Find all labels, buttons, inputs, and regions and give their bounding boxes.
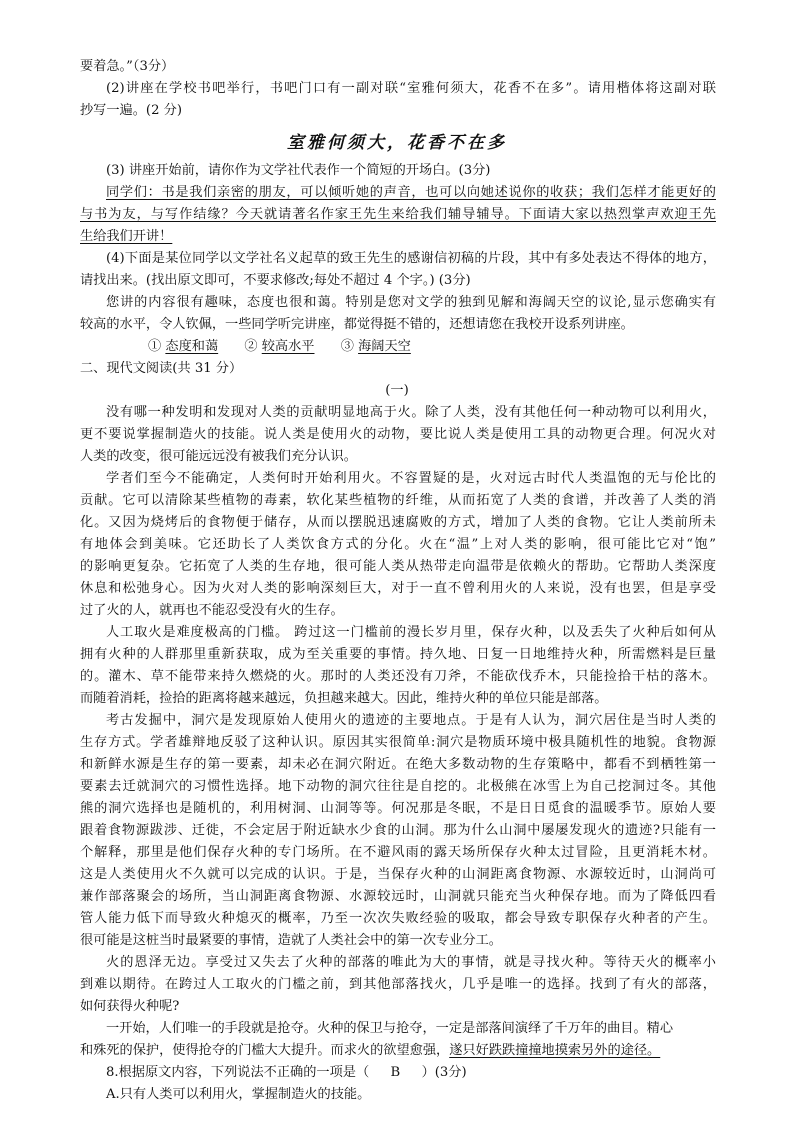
answer-2: ② 较高水平 xyxy=(244,339,315,354)
passage-line: 熊的洞穴选择也是随机的，利用树洞、山洞等等。何况那是冬眠，不是日日觅食的温暖季节。原始人要 xyxy=(80,801,716,816)
passage-line: 这是人类使用火不久就可以完成的认识。于是，当保存火种的山洞距离食物源、水源较近时，山洞尚可 xyxy=(80,867,716,882)
question-8-option-a: A.只有人类可以利用火，掌握制造火的技能。 xyxy=(106,1087,371,1102)
section-heading: 二、现代文阅读(共 31 分） xyxy=(80,361,243,376)
passage-line: 火的恩泽无边。享受过又失去了火种的部落的唯此为大的事情，就是寻找火种。等待天火的概率小 xyxy=(106,955,716,970)
letter-excerpt-line-2: 较高的水平，令人钦佩，一些同学听完讲座，都觉得挺不错的，还想请您在我校开设系列讲座。 xyxy=(80,317,634,332)
answer-1: ① 态度和蔼 xyxy=(148,339,219,354)
question-2-prompt-line-1: (2)讲座在学校书吧举行，书吧门口有一副对联“室雅何须大，花香不在多”。请用楷体将这副对联 xyxy=(106,81,716,96)
passage-line: 和新鲜水源是生存的第一要素，却未必在洞穴附近。在绝大多数动物的生存策略中，都看不到栖牲第一 xyxy=(80,757,716,772)
letter-excerpt-line-1: 您讲的内容很有趣味，态度也很和蔼。特别是您对文学的独到见解和海阔天空的议论,显示您确实有 xyxy=(106,295,716,310)
passage-line: 要素去迁就洞穴的习惯性选择。地下动物的洞穴往往是自挖的。北极熊在冰雪上为自己挖洞过冬。其他 xyxy=(80,779,716,794)
passage-part-label: (一) xyxy=(385,383,409,398)
question-4-answers xyxy=(148,336,784,358)
passage-line: 考古发掘中，洞穴是发现原始人使用火的遗迹的主要地点。于是有人认为，洞穴居住是当时人类的 xyxy=(106,713,716,728)
passage-line: 和殊死的保护，使得抢夺的门槛大大提升。而求火的欲望愈强，遂只好跌跌撞撞地摸索另外的途径。 xyxy=(80,1043,661,1058)
passage-line: 化。又因为烧烤后的食物便于储存，从而以摆脱迅速腐败的方式，增加了人类的食物。它让人类前所未 xyxy=(80,515,716,530)
passage-line: 拥有火种的人群那里重新获取，成为至关重要的事情。持久地、日复一日地维持火种，所需燃料是巨量 xyxy=(80,647,716,662)
question-3-answer-line-2: 与书为友，与写作结缘？今天就请著名作家王先生来给我们辅导辅导。下面请大家以热烈掌声欢迎王先 xyxy=(80,207,716,222)
answer-3: ③ 海阔天空 xyxy=(340,339,411,354)
previous-question-tail: 要着急。”（3分） xyxy=(80,59,175,74)
passage-line: 没有哪一种发明和发现对人类的贡献明显地高于火。除了人类，没有其他任何一种动物可以利用火， xyxy=(106,405,716,420)
passage-line: 一开始，人们唯一的手段就是抢夺。火种的保卫与抢夺，一定是部落间演绎了千万年的曲目。精心 xyxy=(106,1021,674,1036)
question-2-prompt-line-2: 抄写一遍。(2 分) xyxy=(80,103,182,118)
passage-line: 人工取火是难度极高的门槛。 跨过这一门槛前的漫长岁月里，保存火种，以及丢失了火种后如何从 xyxy=(106,625,716,640)
passage-line: 的。灌木、草不能带来持久燃烧的火。那时的人类还没有刀斧，不能砍伐乔木，只能捡拾干枯的落木。 xyxy=(80,669,716,684)
passage-line: 个解释，那里是他们保存火种的专门场所。在不避风雨的露天场所保存火种太过冒险，且更消耗木材。 xyxy=(80,845,716,860)
passage-line: 更不要说掌握制造火的技能。说人类是使用火的动物，要比说人类是使用工具的动物更合理。何况火对 xyxy=(80,427,716,442)
question-3-answer-line-3: 生给我们开讲！ xyxy=(80,229,173,244)
question-8-answer: B xyxy=(390,1065,401,1080)
passage-line: 如何获得火种呢? xyxy=(80,999,180,1014)
underlined-sentence: 遂只好跌跌撞撞地摸索另外的途径。 xyxy=(449,1043,661,1058)
question-8-prompt: 8.根据原文内容，下列说法不正确的一项是（ B ）(3分) xyxy=(106,1062,716,1084)
question-4-prompt-line-1: (4)下面是某位同学以文学社名义起草的致王先生的感谢信初稿的片段，其中有多处表达不得体的地方， xyxy=(106,251,716,266)
passage-line: 过了火的人，就再也不能忍受没有火的生存。 xyxy=(80,603,344,618)
passage-line: 跟着食物源跋涉、迁徙，不会定居于附近缺水少食的山洞。那为什么山洞中屡屡发现火的遗迹?只能有一 xyxy=(80,823,716,838)
passage-line: 贡献。它可以清除某些植物的毒素，软化某些植物的纤维，从而拓宽了人类的食谱，并改善了人类的消 xyxy=(80,493,716,508)
question-3-prompt: (3) 讲座开始前，请你作为文学社代表作一个简短的开场白。(3分) xyxy=(106,163,491,178)
couplet-handwriting: 室雅何须大，花香不在多 xyxy=(287,133,507,153)
passage-line: 有地体会到美味。它还助长了人类饮食方式的分化。火在“温”上对人类的影响，很可能比它对“饱” xyxy=(80,537,716,552)
passage-line: 休息和松弛身心。因为火对人类的影响深刻巨大，对于一直不曾利用火的人来说，没有也罢，但是享受 xyxy=(80,581,716,596)
passage-line: 管人能力低下而导致火种熄灭的概率，乃至一次次失败经验的吸取，都会导致专职保存火种者的产生。 xyxy=(80,911,716,926)
passage-line: 到难以期待。在跨过人工取火的门槛之前，到其他部落找火，几乎是唯一的选择。找到了有火的部落， xyxy=(80,977,716,992)
passage-line: 很可能是这桩当时最紧要的事情，造就了人类社会中的第一次专业分工。 xyxy=(80,933,502,948)
passage-line: 兼作部落聚会的场所，当山洞距离食物源、水源较远时，山洞就只能充当火种保存地。而为了降低四看 xyxy=(80,889,716,904)
passage-line: 的影响更复杂。它拓宽了人类的生存地，很可能人类从热带走向温带是依赖火的帮助。它帮助人类深度 xyxy=(80,559,716,574)
passage-line: 生存方式。学者雄辩地反驳了这种认识。原因其实很简单:洞穴是物质环境中极具随机性的地貌。食物源 xyxy=(80,735,716,750)
passage-line: 人类的改变，很可能远远没有被我们充分认识。 xyxy=(80,449,357,464)
passage-line: 而随着消耗，捡拾的距离将越来越远，负担越来越大。因此，维持火种的单位只能是部落。 xyxy=(80,691,608,706)
question-3-answer-line-1: 同学们：书是我们亲密的朋友，可以倾听她的声音，也可以向她述说你的收获；我们怎样才能更好的 xyxy=(106,185,716,200)
passage-line: 学者们至今不能确定，人类何时开始利用火。不容置疑的是，火对远古时代人类温饱的无与伦比的 xyxy=(106,471,716,486)
question-4-prompt-line-2: 请找出来。(找出原文即可，不要求修改;每处不超过 4 个字。) (3分) xyxy=(80,273,471,288)
